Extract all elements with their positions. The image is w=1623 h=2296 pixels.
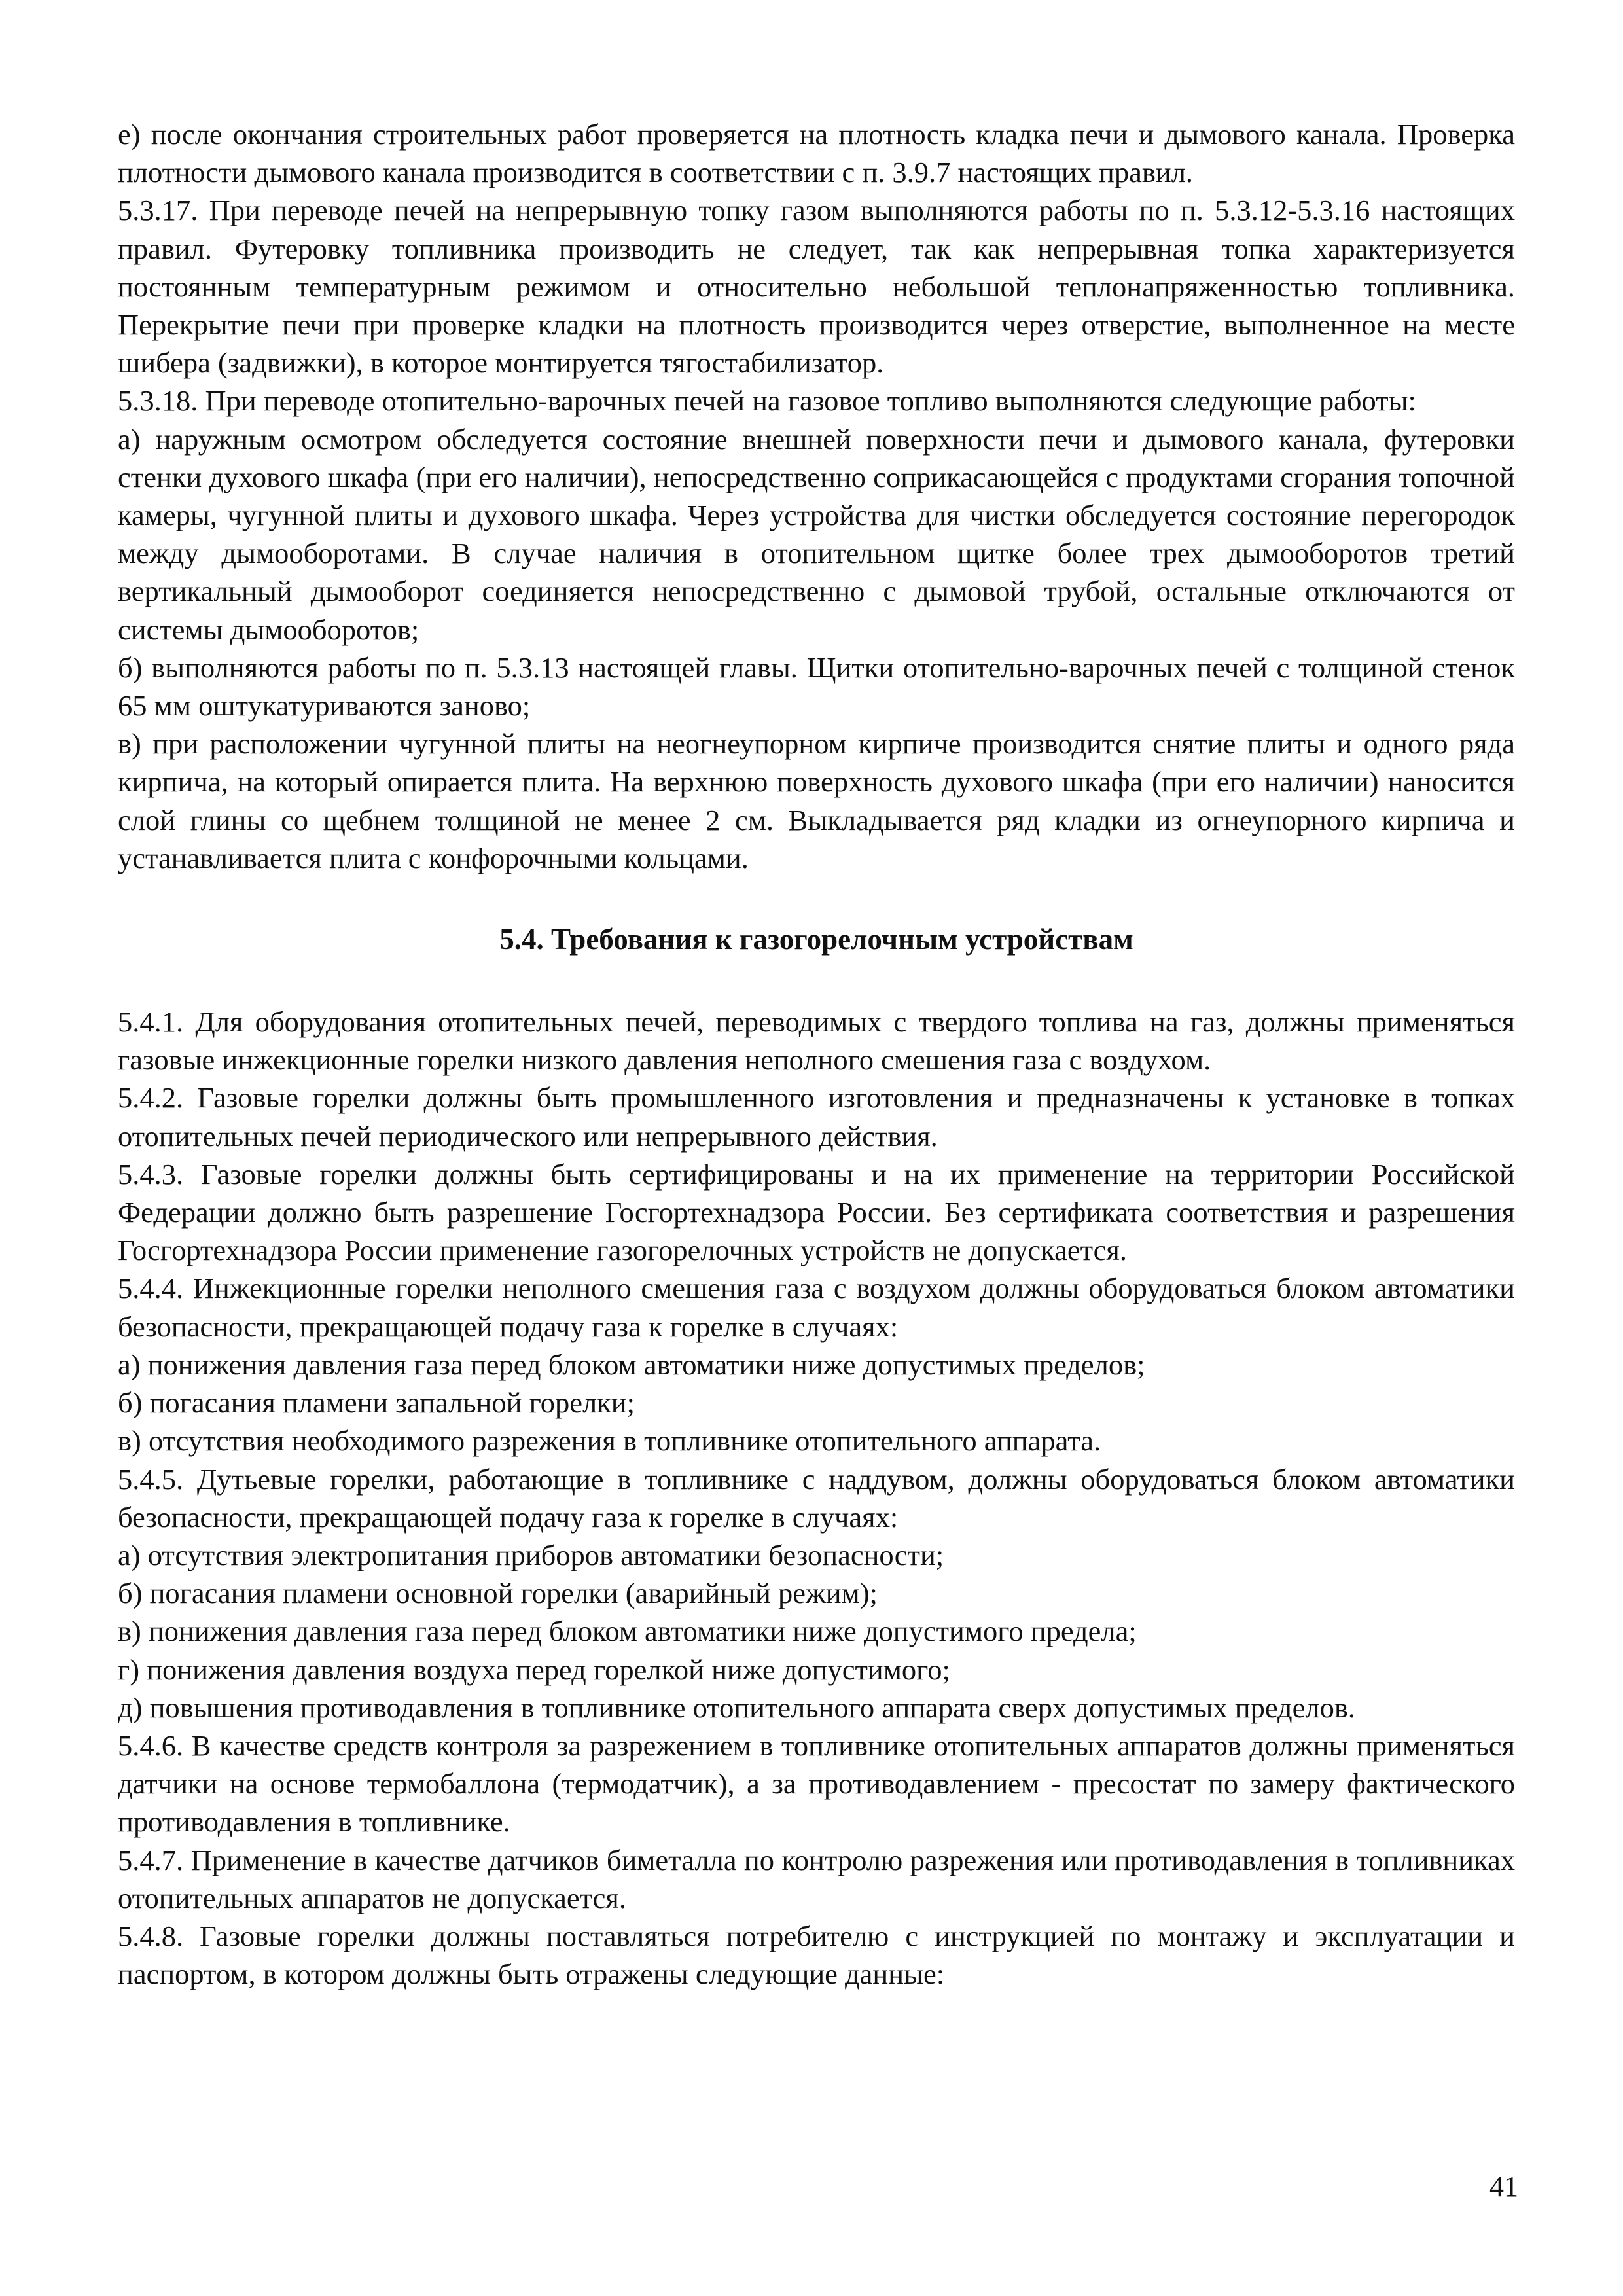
paragraph-5-4-6: 5.4.6. В качестве средств контроля за разрежением в топливнике отопительных аппаратов должны применяться датчики на основе термобаллона (термодатчик), а за противодавлением - пресостат по замеру фактического противодавления в топливнике. — [118, 1729, 1515, 1839]
paragraph-5-4-5-a: а) отсутствия электропитания приборов автоматики безопасности; — [118, 1538, 944, 1571]
paragraph-5-3-17: 5.3.17. При переводе печей на непрерывную топку газом выполняются работы по п. 5.3.12-5.3.16 настоящих правил. Футеровку топливника производить не следует, так как непрерывная топка характеризуется постоянным температурным режимом и относительно небольшой теплонапряженностью топливника. Перекрытие печи при проверке кладки на плотность производится через отверстие, выполненное на месте шибера (задвижки), в которое монтируется тягостабилизатор. — [118, 194, 1515, 380]
page-body — [118, 115, 1515, 1993]
paragraph-5-4-2: 5.4.2. Газовые горелки должны быть промышленного изготовления и предназначены к установке в топках отопительных печей периодического или непрерывного действия. — [118, 1081, 1515, 1153]
paragraph-5-3-18: 5.3.18. При переводе отопительно-варочных печей на газовое топливо выполняются следующие работы: — [118, 384, 1416, 418]
paragraph-5-4-4: 5.4.4. Инжекционные горелки неполного смешения газа с воздухом должны оборудоваться блоком автоматики безопасности, прекращающей подачу газа к горелке в случаях: — [118, 1272, 1515, 1343]
paragraph-5-4-5: 5.4.5. Дутьевые горелки, работающие в топливнике с наддувом, должны оборудоваться блоком автоматики безопасности, прекращающей подачу газа к горелке в случаях: — [118, 1462, 1515, 1534]
paragraph-5-4-5-g: г) понижения давления воздуха перед горелкой ниже допустимого; — [118, 1653, 950, 1686]
paragraph-item-e-completion: е) после окончания строительных работ проверяется на плотность кладка печи и дымового канала. Проверка плотности дымового канала производится в соответствии с п. 3.9.7 настоящих правил. — [118, 118, 1515, 189]
paragraph-5-4-1: 5.4.1. Для оборудования отопительных печей, переводимых с твердого топлива на газ, должны применяться газовые инжекционные горелки низкого давления неполного смешения газа с воздухом. — [118, 1005, 1515, 1077]
paragraph-5-4-3: 5.4.3. Газовые горелки должны быть сертифицированы и на их применение на территории Российской Федерации должно быть разрешение Госгортехнадзора России. Без сертификата соответствия и разрешения Госгортехнадзора России применение газогорелочных устройств не допускается. — [118, 1157, 1515, 1267]
paragraph-5-4-5-b: б) погасания пламени основной горелки (аварийный режим); — [118, 1577, 878, 1610]
paragraph-5-3-18-a: а) наружным осмотром обследуется состояние внешней поверхности печи и дымового канала, футеровки стенки духового шкафа (при его наличии), непосредственно соприкасающейся с продуктами сгорания топочной камеры, чугунной плиты и духового шкафа. Через устройства для чистки обследуется состояние перегородок между дымооборотами. В случае наличия в отопительном щитке более трех дымооборотов третий вертикальный дымооборот соединяется непосредственно с дымовой трубой, остальные отключаются от системы дымооборотов; — [118, 422, 1515, 646]
paragraph-5-4-5-d: д) повышения противодавления в топливнике отопительного аппарата сверх допустимых пределов. — [118, 1691, 1356, 1724]
paragraph-5-4-7: 5.4.7. Применение в качестве датчиков биметалла по контролю разрежения или противодавления в топливниках отопительных аппаратов не допускается. — [118, 1843, 1515, 1914]
paragraph-5-4-5-v: в) понижения давления газа перед блоком автоматики ниже допустимого предела; — [118, 1615, 1137, 1648]
section-heading: 5.4. Требования к газогорелочным устройствам — [499, 923, 1133, 956]
paragraph-5-3-18-v: в) при расположении чугунной плиты на неогнеупорном кирпиче производится снятие плиты и одного ряда кирпича, на который опирается плита. На верхнюю поверхность духового шкафа (при его наличии) наносится слой глины со щебнем толщиной не менее 2 см. Выкладывается ряд кладки из огнеупорного кирпича и устанавливается плита с конфорочными кольцами. — [118, 727, 1515, 874]
paragraph-5-4-4-v: в) отсутствия необходимого разрежения в топливнике отопительного аппарата. — [118, 1424, 1101, 1458]
page-number: 41 — [1489, 2170, 1518, 2202]
paragraph-5-3-18-b: б) выполняются работы по п. 5.3.13 настоящей главы. Щитки отопительно-варочных печей с толщиной стенок 65 мм оштукатуриваются заново; — [118, 651, 1515, 723]
paragraph-5-4-8: 5.4.8. Газовые горелки должны поставляться потребителю с инструкцией по монтажу и эксплуатации и паспортом, в котором должны быть отражены следующие данные: — [118, 1919, 1515, 1991]
paragraph-5-4-4-b: б) погасания пламени запальной горелки; — [118, 1386, 635, 1420]
paragraph-5-4-4-a: а) понижения давления газа перед блоком автоматики ниже допустимых пределов; — [118, 1348, 1145, 1381]
